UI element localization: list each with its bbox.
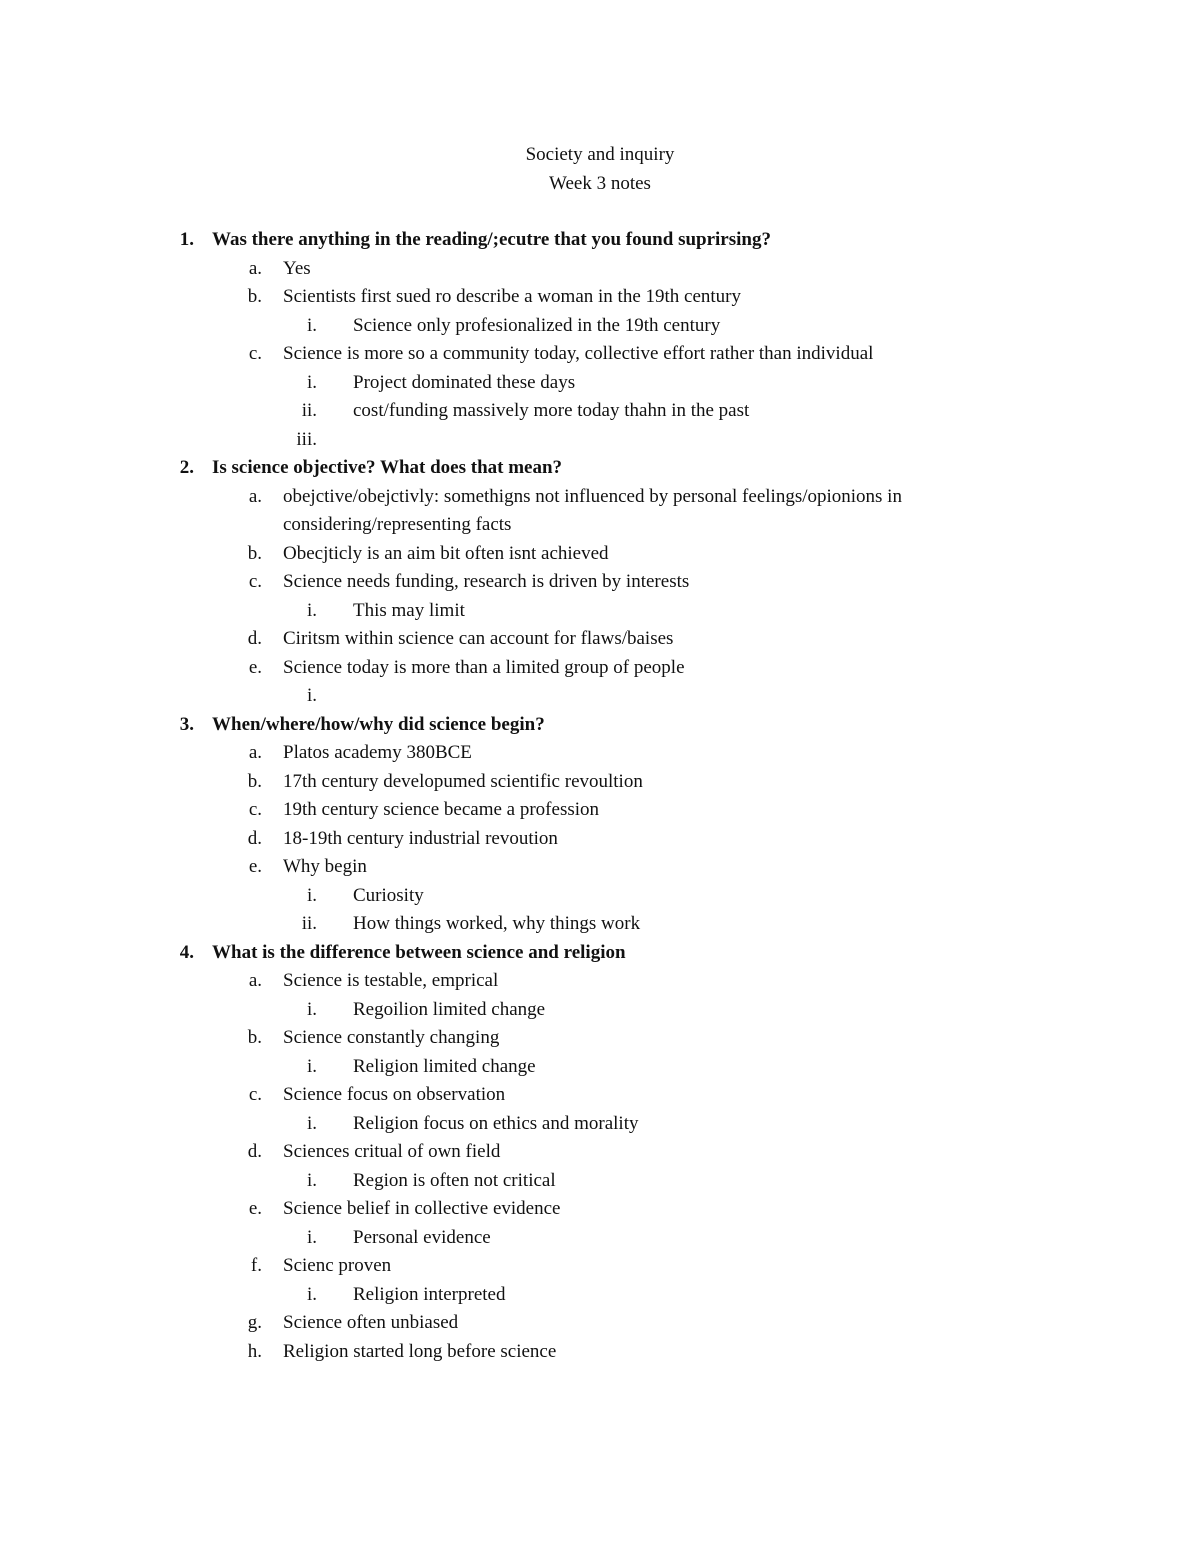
list-marker: i. [306, 998, 317, 1020]
answer-item-text: Yes [283, 257, 311, 279]
list-marker: e. [248, 856, 262, 877]
list-marker: c. [248, 799, 262, 820]
answer-item-text: Science is testable, emprical [283, 970, 499, 991]
answer-item [0, 1338, 1200, 1367]
list-marker: d. [247, 827, 262, 849]
list-marker: a. [248, 485, 262, 507]
list-marker: i. [306, 1226, 317, 1248]
answer-item [0, 255, 1200, 284]
sub-item-text: Personal evidence [353, 1226, 491, 1248]
answer-item-text: obejctive/obejctivly: somethigns not influenced by personal feelings/opionions in considering/representing facts [283, 485, 902, 535]
answer-item [0, 625, 1200, 654]
list-marker: a. [248, 742, 262, 763]
answer-item [0, 853, 1200, 882]
answer-item [0, 340, 1200, 369]
sub-item-text: cost/funding massively more today thahn in the past [353, 400, 750, 421]
answer-item-text: 19th century science became a profession [283, 799, 600, 820]
list-marker: d. [247, 1141, 262, 1162]
answer-item [0, 739, 1200, 768]
list-marker: 3. [179, 713, 194, 735]
answer-item-text: Religion started long before science [283, 1340, 557, 1362]
sub-item [0, 369, 1200, 398]
answer-item-text: Scienc proven [283, 1255, 392, 1276]
answer-item-text: Science needs funding, research is driven by interests [283, 571, 690, 592]
list-marker: g. [247, 1312, 262, 1333]
answer-item-text: Scientists first sued ro describe a woman in the 19th century [283, 286, 742, 307]
answer-item [0, 483, 1200, 540]
list-marker: f. [250, 1255, 262, 1276]
list-marker: 1. [179, 229, 194, 250]
list-marker: b. [247, 1027, 262, 1048]
list-marker: i. [306, 1055, 317, 1077]
sub-item [0, 1281, 1200, 1310]
list-marker: 2. [179, 457, 194, 478]
list-marker: i. [306, 1112, 317, 1134]
list-marker: b. [247, 770, 262, 792]
sub-item-text: Religion focus on ethics and morality [353, 1112, 639, 1134]
document-title: Society and inquiry [525, 144, 675, 165]
answer-item [0, 283, 1200, 312]
sub-item-text: Religion interpreted [353, 1283, 506, 1305]
answer-item [0, 1138, 1200, 1167]
list-marker: c. [248, 1084, 262, 1105]
sub-item [0, 1053, 1200, 1082]
sub-item [0, 996, 1200, 1025]
list-marker: i. [306, 685, 317, 706]
answer-item-text: Science is more so a community today, collective effort rather than individual [283, 343, 874, 364]
sub-item-text: Regoilion limited change [353, 998, 546, 1020]
answer-item-text: Platos academy 380BCE [283, 742, 472, 763]
list-marker: ii. [301, 913, 317, 934]
answer-item [0, 825, 1200, 854]
answer-item [0, 1309, 1200, 1338]
list-marker: a. [248, 970, 262, 991]
list-marker: a. [248, 257, 262, 279]
answer-item [0, 768, 1200, 797]
question [0, 939, 1200, 968]
question [0, 226, 1200, 255]
list-marker: i. [306, 371, 317, 393]
notes-outline [0, 226, 1200, 1366]
sub-item [0, 682, 1200, 711]
sub-item [0, 882, 1200, 911]
sub-item-text: This may limit [353, 599, 465, 621]
sub-item-text: Region is often not critical [353, 1169, 556, 1191]
answer-item [0, 654, 1200, 683]
answer-item-text: 17th century developumed scientific revoultion [283, 770, 643, 792]
list-marker: h. [247, 1340, 262, 1362]
list-marker: e. [248, 1198, 262, 1219]
list-marker: b. [247, 286, 262, 307]
answer-item [0, 540, 1200, 569]
answer-item [0, 1252, 1200, 1281]
list-marker: iii. [296, 428, 317, 450]
title-block [0, 141, 1200, 198]
answer-item-text: Obecjticly is an aim bit often isnt achieved [283, 542, 609, 564]
answer-item-text: Science focus on observation [283, 1084, 506, 1105]
answer-item-text: Science today is more than a limited group of people [283, 656, 685, 678]
answer-item-text: Science often unbiased [283, 1312, 459, 1333]
answer-item [0, 1024, 1200, 1053]
list-marker: i. [306, 1169, 317, 1191]
answer-item [0, 568, 1200, 597]
sub-item [0, 426, 1200, 455]
question-text: Was there anything in the reading/;ecutre that you found suprirsing? [212, 229, 771, 250]
answer-item-text: Science belief in collective evidence [283, 1198, 561, 1219]
list-marker: e. [248, 656, 262, 678]
sub-item [0, 1224, 1200, 1253]
question-text: What is the difference between science and religion [212, 941, 626, 963]
sub-item [0, 910, 1200, 939]
list-marker: c. [248, 571, 262, 592]
answer-item [0, 1081, 1200, 1110]
answer-item [0, 796, 1200, 825]
list-marker: b. [247, 542, 262, 564]
sub-item-text: How things worked, why things work [353, 913, 641, 934]
answer-item [0, 1195, 1200, 1224]
list-marker: i. [306, 314, 317, 336]
list-marker: i. [306, 1283, 317, 1305]
list-marker: i. [306, 884, 317, 906]
list-marker: c. [248, 343, 262, 364]
answer-item-text: Science constantly changing [283, 1027, 500, 1048]
sub-item-text: Science only profesionalized in the 19th century [353, 314, 721, 336]
question [0, 711, 1200, 740]
sub-item-text: Project dominated these days [353, 371, 576, 393]
answer-item-text: Ciritsm within science can account for flaws/baises [283, 628, 674, 649]
answer-item-text: Sciences critual of own field [283, 1141, 501, 1162]
answer-item-text: Why begin [283, 856, 367, 877]
sub-item [0, 597, 1200, 626]
sub-item-text: Curiosity [353, 884, 424, 906]
question-text: When/where/how/why did science begin? [212, 713, 545, 735]
document-subtitle: Week 3 notes [549, 172, 651, 194]
sub-item [0, 312, 1200, 341]
question [0, 454, 1200, 483]
list-marker: 4. [179, 941, 194, 963]
answer-item-text: 18-19th century industrial revoution [283, 827, 558, 849]
list-marker: d. [247, 628, 262, 649]
sub-item [0, 397, 1200, 426]
sub-item [0, 1167, 1200, 1196]
question-text: Is science objective? What does that mean? [212, 457, 563, 478]
list-marker: i. [306, 599, 317, 621]
answer-item [0, 967, 1200, 996]
sub-item-text: Religion limited change [353, 1055, 536, 1077]
list-marker: ii. [301, 400, 317, 421]
sub-item [0, 1110, 1200, 1139]
